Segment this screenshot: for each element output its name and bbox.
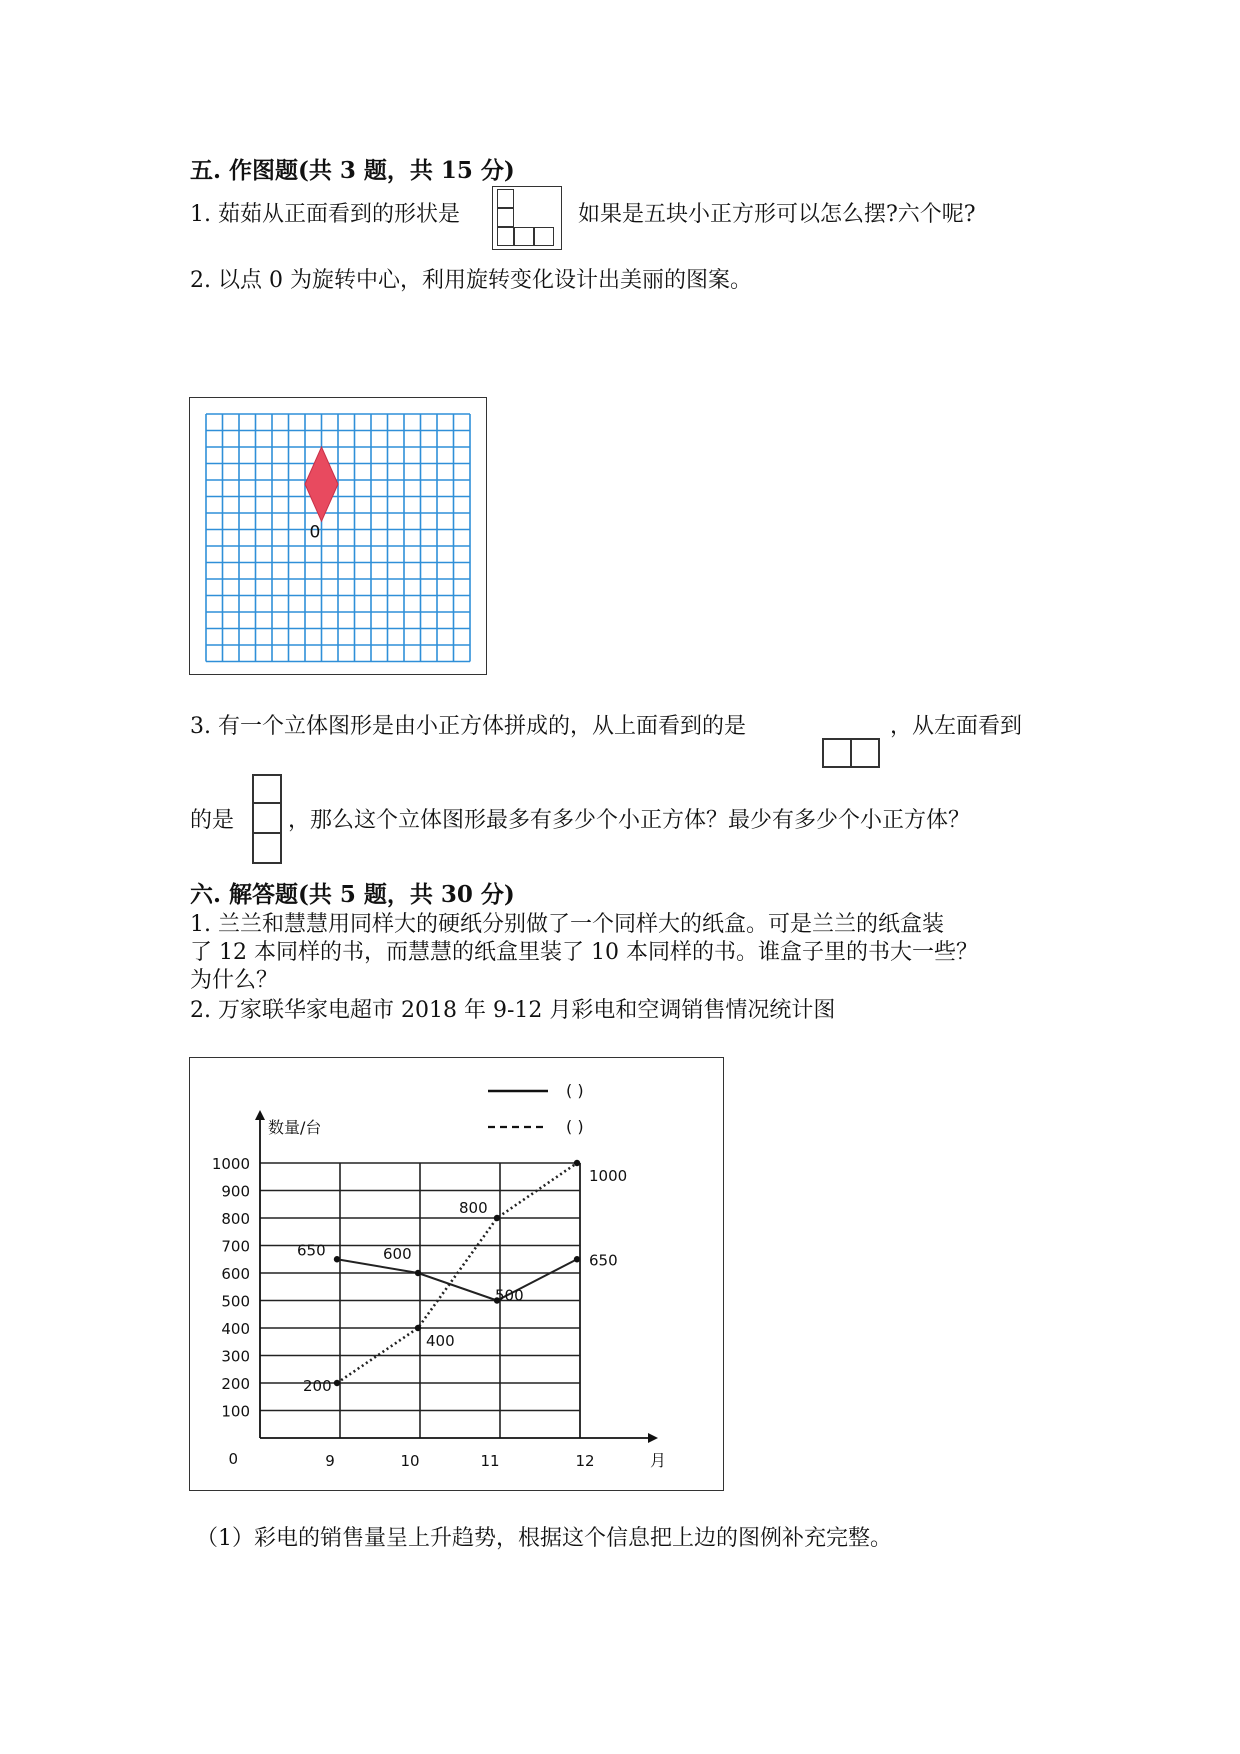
legend-solid-label: ( ) (566, 1081, 584, 1100)
top-view-cell (822, 738, 852, 768)
section6-heading: 六. 解答题(共 5 题，共 30 分) (190, 881, 515, 908)
s6-q1-line3: 为什么？ (190, 968, 279, 993)
q3-left-view-figure (250, 772, 284, 866)
data-label: 800 (459, 1199, 488, 1217)
q3-text-d: ，那么这个立体图形最多有多少个小正方体？最少有多少个小正方体？ (288, 808, 971, 833)
data-point (415, 1270, 421, 1276)
y-tick-label: 0 (228, 1450, 238, 1468)
front-view-cell (497, 208, 514, 227)
data-label: 200 (303, 1377, 332, 1395)
y-tick-label: 600 (221, 1265, 250, 1283)
data-point (494, 1215, 500, 1221)
x-tick-label: 9 (325, 1452, 335, 1470)
q3-text-c: 的是 (190, 808, 235, 833)
front-view-cell (514, 227, 534, 246)
legend-dashed-label: ( ) (566, 1117, 584, 1136)
q2-text: 2. 以点 0 为旋转中心，利用旋转变化设计出美丽的图案。 (190, 268, 752, 293)
data-point (574, 1160, 580, 1166)
q3-top-view-figure (820, 736, 886, 770)
rotation-grid (190, 398, 488, 676)
y-axis-arrow (255, 1110, 265, 1120)
q1-front-view-figure (492, 186, 562, 250)
rhombus-shape (305, 447, 338, 521)
q1-text-b: 如果是五块小正方形可以怎么摆?六个呢? (578, 202, 976, 227)
section5-heading: 五. 作图题(共 3 题，共 15 分) (190, 157, 515, 184)
front-view-cell (534, 227, 554, 246)
rotation-grid-frame (189, 397, 487, 675)
y-tick-label: 300 (221, 1347, 250, 1366)
data-label: 500 (495, 1286, 524, 1305)
data-label: 400 (426, 1332, 455, 1350)
data-label: 650 (589, 1251, 618, 1270)
data-point (574, 1256, 580, 1262)
x-axis-label: 月 (649, 1451, 667, 1470)
y-tick-label: 100 (221, 1402, 250, 1421)
q1-text-a: 1. 茹茹从正面看到的形状是 (190, 202, 460, 227)
series-line-solid (337, 1259, 577, 1300)
s6-q1-line1: 1. 兰兰和慧慧用同样大的硬纸分别做了一个同样大的纸盒。可是兰兰的纸盒装 (190, 912, 944, 937)
data-point (334, 1380, 340, 1386)
left-view-cell (252, 774, 282, 804)
y-tick-label: 700 (221, 1237, 250, 1256)
data-label: 1000 (589, 1167, 628, 1185)
rotation-center-label: 0 (309, 522, 321, 543)
y-tick-label: 1000 (211, 1155, 250, 1173)
data-point (334, 1256, 340, 1262)
sales-line-chart (190, 1058, 725, 1492)
sales-chart-frame (189, 1057, 724, 1491)
x-axis-arrow (648, 1433, 658, 1443)
y-tick-label: 400 (221, 1320, 250, 1338)
y-tick-label: 500 (221, 1292, 250, 1311)
y-tick-label: 800 (221, 1210, 250, 1228)
data-label: 650 (297, 1241, 326, 1260)
x-tick-label: 12 (575, 1452, 595, 1470)
x-tick-label: 10 (400, 1452, 420, 1470)
y-tick-label: 900 (221, 1182, 250, 1201)
front-view-cell (497, 227, 514, 246)
q3-text-b: ，从左面看到 (890, 714, 1023, 739)
s6-q1-line2: 了 12 本同样的书，而慧慧的纸盒里装了 10 本同样的书。谁盒子里的书大一些？ (190, 940, 978, 965)
s6-q2-sub1: （1）彩电的销售量呈上升趋势，根据这个信息把上边的图例补充完整。 (196, 1526, 892, 1551)
y-axis-label: 数量/台 (268, 1118, 322, 1137)
top-view-cell (850, 738, 880, 768)
x-tick-label: 11 (480, 1452, 500, 1470)
left-view-cell (252, 802, 282, 834)
q3-text-a: 3. 有一个立体图形是由小正方体拼成的，从上面看到的是 (190, 714, 746, 739)
left-view-cell (252, 832, 282, 864)
data-point (415, 1325, 421, 1331)
data-label: 600 (383, 1245, 412, 1263)
s6-q2-text: 2. 万家联华家电超市 2018 年 9-12 月彩电和空调销售情况统计图 (190, 998, 836, 1023)
front-view-cell (497, 189, 514, 208)
y-tick-label: 200 (221, 1375, 250, 1393)
